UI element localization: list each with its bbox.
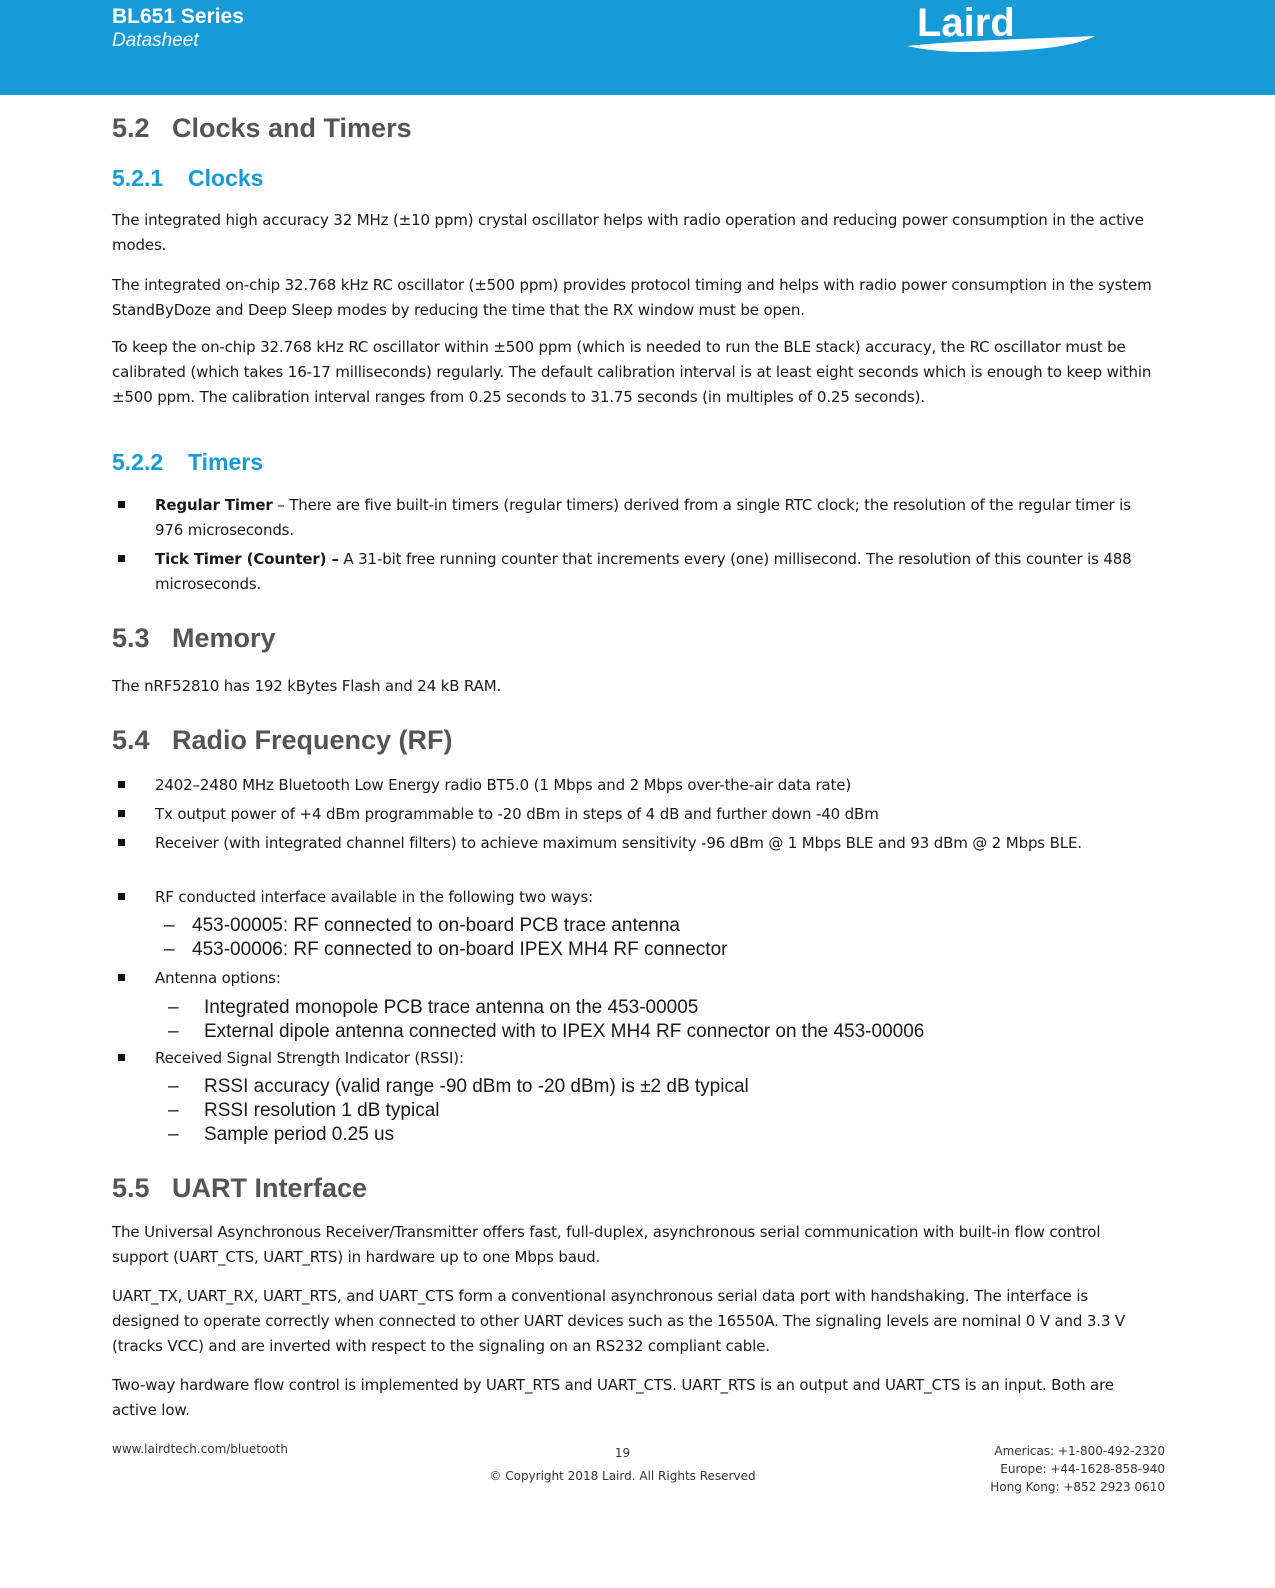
sub-item-453-00006 [164, 938, 727, 962]
list-item-regular-timer [112, 493, 1152, 543]
subsection-heading-5-2-2 [112, 449, 263, 476]
bullet-text: RF conducted interface available in the following two ways: [155, 888, 594, 906]
section-heading-5-4 [112, 725, 453, 756]
sub-item-text: 453-00005: RF connected to on-board PCB trace antenna [192, 915, 680, 936]
list-item-antenna-options [112, 966, 1152, 991]
dash-icon: – [168, 997, 179, 1018]
header-series: BL651 Series [112, 5, 244, 28]
bullet-icon [118, 839, 125, 846]
section-heading-5-5 [112, 1173, 367, 1204]
clocks-paragraph-2: The integrated on-chip 32.768 kHz RC oscillator (±500 ppm) provides protocol timing and helps with radio power consumption in the system StandByDoze and Deep Sleep modes by reducing the time that the RX window must be open. [112, 276, 1152, 319]
sub-item-rssi-resolution [168, 1099, 440, 1123]
bullet-icon [118, 555, 125, 562]
bullet-text: A 31-bit free running counter that increments every (one) millisecond. The resolution of this counter is 488 microseconds. [155, 550, 1132, 593]
dash-icon: – [168, 1124, 179, 1145]
section-number: 5.2 [112, 113, 150, 143]
section-heading-5-2 [112, 113, 412, 144]
list-item-rf-band [112, 773, 1152, 798]
bullet-icon [118, 501, 125, 508]
sub-item-text: External dipole antenna connected with to IPEX MH4 RF connector on the 453-00006 [204, 1021, 925, 1042]
dash-icon: – [168, 1076, 179, 1097]
clocks-paragraph-3: To keep the on-chip 32.768 kHz RC oscillator within ±500 ppm (which is needed to run the BLE stack) accuracy, the RC oscillator must be calibrated (which takes 16-17 milliseconds) regularly. The default calibration interval is at least eight seconds which is enough to keep within ±500 ppm. The calibration interval ranges from 0.25 seconds to 31.75 seconds (in multiples of 0.25 seconds). [112, 338, 1152, 406]
footer-url[interactable]: www.lairdtech.com/bluetooth [112, 1442, 288, 1456]
bullet-text: 2402–2480 MHz Bluetooth Low Energy radio BT5.0 (1 Mbps and 2 Mbps over-the-air data rate) [155, 776, 852, 794]
list-item-rssi [112, 1046, 1152, 1071]
laird-logo [905, 0, 1105, 60]
header-doc-type: Datasheet [112, 30, 199, 51]
dash-icon: – [168, 1021, 179, 1042]
dash-icon: – [168, 1100, 179, 1121]
subsection-title: Timers [188, 449, 264, 475]
clocks-paragraph-1: The integrated high accuracy 32 MHz (±10 ppm) crystal oscillator helps with radio operation and reducing power consumption in the active modes. [112, 211, 1144, 254]
sub-item-text: RSSI accuracy (valid range -90 dBm to -20 dBm) is ±2 dB typical [204, 1076, 749, 1097]
section-number: 5.3 [112, 623, 150, 653]
bullet-icon [118, 1054, 125, 1061]
bullet-text: Receiver (with integrated channel filters) to achieve maximum sensitivity -96 dBm @ 1 Mbps BLE and 93 dBm @ 2 Mbps BLE. [155, 834, 1082, 852]
page-number: 19 [614, 1446, 631, 1460]
contact-europe: Europe: +44-1628-858-940 [1000, 1462, 1165, 1476]
section-title: Memory [172, 623, 276, 653]
section-heading-5-3 [112, 623, 276, 654]
sub-item-text: Integrated monopole PCB trace antenna on the 453-00005 [204, 997, 699, 1018]
bullet-text: – There are five built-in timers (regular timers) derived from a single RTC clock; the resolution of the regular timer is 976 microseconds. [155, 496, 1131, 539]
section-title: UART Interface [172, 1173, 368, 1203]
list-item-tick-timer [112, 547, 1152, 597]
bullet-text: Tx output power of +4 dBm programmable to -20 dBm in steps of 4 dB and further down -40 dBm [155, 805, 879, 823]
bullet-icon [118, 781, 125, 788]
dash-icon: – [164, 915, 175, 936]
sub-item-text: Sample period 0.25 us [204, 1124, 395, 1145]
bullet-icon [118, 893, 125, 900]
memory-paragraph: The nRF52810 has 192 kBytes Flash and 24 kB RAM. [112, 677, 502, 695]
uart-paragraph-2: UART_TX, UART_RX, UART_RTS, and UART_CTS form a conventional asynchronous serial data port with handshaking. The interface is designed to operate correctly when connected to other UART devices such as the 16550A. The signaling levels are nominal 0 V and 3.3 V (tracks VCC) and are inverted with respect to the signaling on an RS232 compliant cable. [112, 1287, 1125, 1355]
subsection-title: Clocks [188, 165, 264, 191]
sub-item-text: RSSI resolution 1 dB typical [204, 1100, 440, 1121]
bullet-text: Antenna options: [155, 969, 281, 987]
sub-item-rssi-accuracy [168, 1075, 749, 1099]
sub-item-dipole [168, 1020, 924, 1044]
uart-paragraph-1: The Universal Asynchronous Receiver/Transmitter offers fast, full-duplex, asynchronous serial communication with built-in flow control support (UART_CTS, UART_RTS) in hardware up to one Mbps baud. [112, 1223, 1101, 1266]
page-header [0, 0, 1275, 95]
list-item-receiver [112, 831, 1152, 856]
contact-americas: Americas: +1-800-492-2320 [994, 1444, 1165, 1458]
sub-item-monopole [168, 996, 698, 1020]
sub-item-sample-period [168, 1123, 394, 1147]
subsection-heading-5-2-1 [112, 165, 263, 192]
section-title: Radio Frequency (RF) [172, 725, 453, 755]
list-item-rf-interface [112, 885, 1152, 910]
footer-copyright: © Copyright 2018 Laird. All Rights Reserved [489, 1469, 756, 1483]
uart-paragraph-3: Two-way hardware flow control is implemented by UART_RTS and UART_CTS. UART_RTS is an output and UART_CTS is an input. Both are active low. [112, 1376, 1114, 1419]
bullet-text: Received Signal Strength Indicator (RSSI): [155, 1049, 464, 1067]
sub-item-453-00005 [164, 914, 680, 938]
bullet-label: Regular Timer [155, 496, 273, 514]
section-number: 5.4 [112, 725, 150, 755]
list-item-tx-power [112, 802, 1152, 827]
bullet-icon [118, 974, 125, 981]
footer-contacts [990, 1442, 1165, 1496]
dash-icon: – [164, 939, 175, 960]
svg-text:Laird: Laird [917, 1, 1015, 45]
section-title: Clocks and Timers [172, 113, 412, 143]
sub-item-text: 453-00006: RF connected to on-board IPEX MH4 RF connector [192, 939, 728, 960]
contact-hongkong: Hong Kong: +852 2923 0610 [990, 1480, 1165, 1494]
subsection-number: 5.2.2 [112, 449, 164, 475]
bullet-icon [118, 810, 125, 817]
subsection-number: 5.2.1 [112, 165, 164, 191]
bullet-label: Tick Timer (Counter) – [155, 550, 339, 568]
section-number: 5.5 [112, 1173, 150, 1203]
